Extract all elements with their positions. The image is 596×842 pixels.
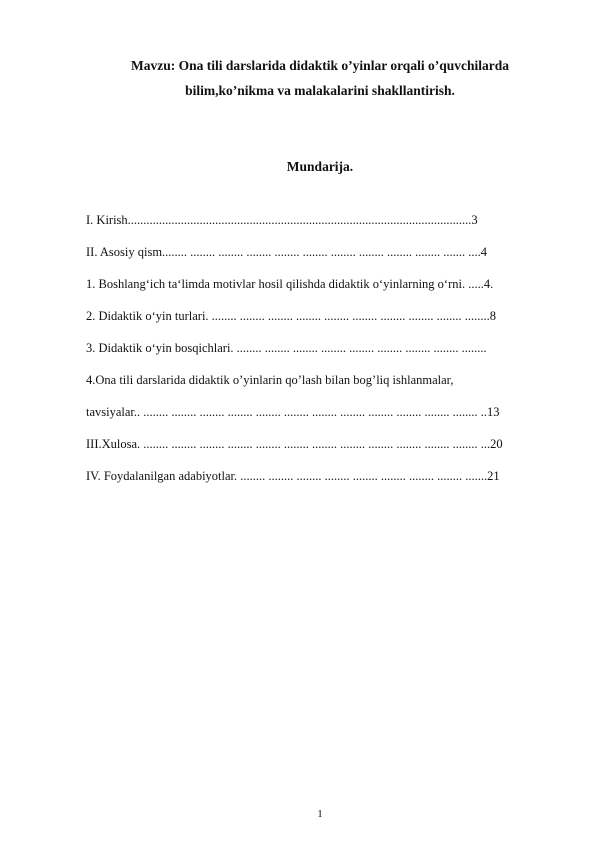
page-number: 1 [317,808,323,820]
toc-heading: Mundarija. [286,159,354,174]
toc-entry-section-2: 2. Didaktik o‘yin turlari. ........ ........ ........ ........ ........ ........ ........ ........ ........ ........8 [86,309,497,323]
toc-entry-section-4-cont: tavsiyalar.. ........ ........ ........ ........ ........ ........ ........ ........ ........ ........ ........ ........ ..13 [86,405,500,419]
toc-entry-xulosa: III.Xulosa. ........ ........ ........ ........ ........ ........ ........ ........ ........ ........ ........ ........ ...20 [86,437,503,451]
table-of-contents [86,208,566,496]
title-line-2: bilim,ko’nikma va malakalarini shakllantirish. [185,83,455,98]
title-line-1: Mavzu: Ona tili darslarida didaktik o’yinlar orqali o’quvchilarda [131,58,509,73]
toc-entry-kirish: I. Kirish..............................................................................................................3 [86,213,478,227]
toc-entry-section-1: 1. Boshlang‘ich ta‘limda motivlar hosil qilishda didaktik o‘yinlarning o‘rni. .....4. [86,277,494,291]
toc-entry-asosiy-qism: II. Asosiy qism........ ........ ........ ........ ........ ........ ........ ........ ........ ........ ....... ....4 [86,245,488,259]
toc-entry-section-3: 3. Didaktik o‘yin bosqichlari. ........ ........ ........ ........ ........ ........ ........ ........ ........ [86,341,487,355]
document-title [60,53,580,103]
toc-entry-section-4: 4.Ona tili darslarida didaktik o’yinlarin qo’lash bilan bog’liq ishlanmalar, [86,373,454,387]
toc-entry-adabiyotlar: IV. Foydalanilgan adabiyotlar. ........ ........ ........ ........ ........ ........ ........ ........ .......21 [86,469,500,483]
